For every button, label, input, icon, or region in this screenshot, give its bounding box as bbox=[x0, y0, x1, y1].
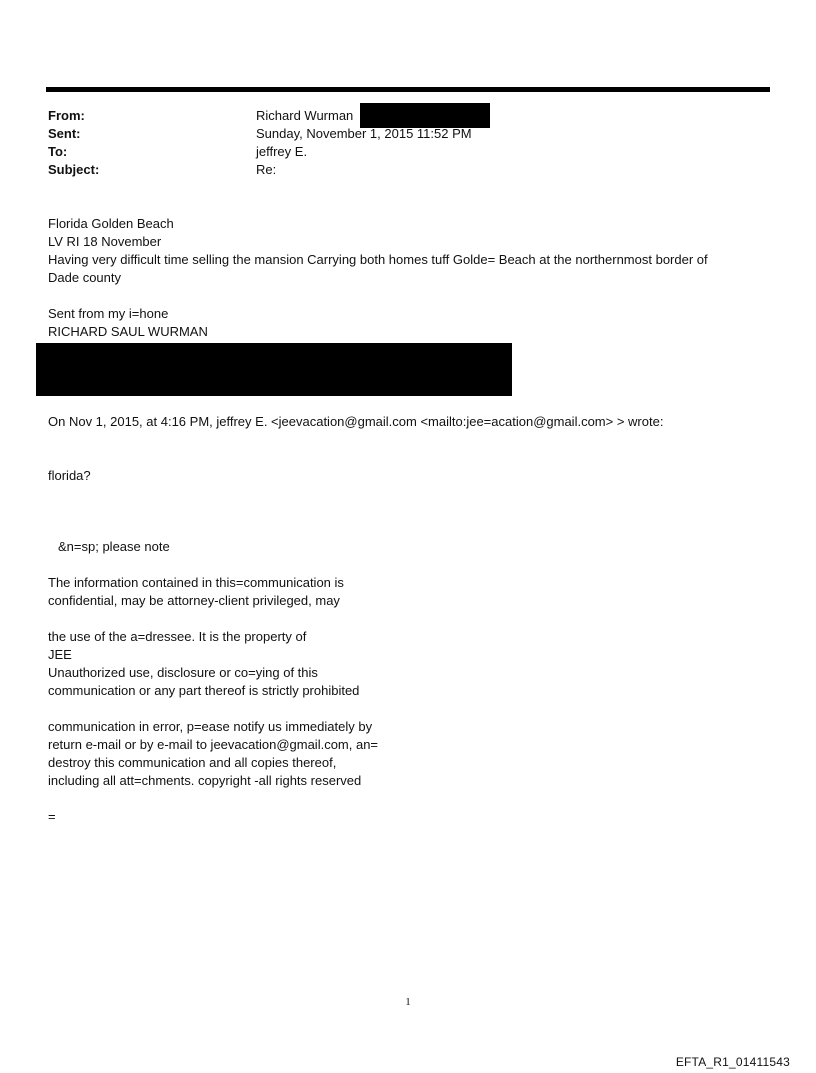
subject-label: Subject: bbox=[48, 162, 100, 177]
body-line-schedule: LV RI 18 November bbox=[48, 234, 162, 249]
disclaimer-heading: &n=sp; please note bbox=[58, 539, 170, 554]
page-number: 1 bbox=[405, 996, 411, 1008]
redaction-block-signature bbox=[36, 343, 512, 396]
trailing-equals-sign: = bbox=[48, 809, 56, 824]
header-divider bbox=[46, 87, 770, 92]
disclaimer-line: the use of the a=dressee. It is the property of bbox=[48, 629, 307, 644]
from-value: Richard Wurman bbox=[256, 108, 354, 123]
quote-intro: On Nov 1, 2015, at 4:16 PM, jeffrey E. <jeevacation@gmail.com <mailto:jee=acation@gmail.com> > wrote: bbox=[48, 414, 664, 429]
disclaimer-line: destroy this communication and all copies thereof, bbox=[48, 755, 337, 770]
signature-device: Sent from my i=hone bbox=[48, 306, 169, 321]
disclaimer-line: communication in error, p=ease notify us immediately by bbox=[48, 719, 373, 734]
disclaimer-line: JEE bbox=[48, 647, 72, 662]
disclaimer-line: return e-mail or by e-mail to jeevacation@gmail.com, an= bbox=[48, 737, 379, 752]
disclaimer-line: communication or any part thereof is strictly prohibited bbox=[48, 683, 360, 698]
body-line-message: Having very difficult time selling the mansion Carrying both homes tuff Golde= Beach at the northernmost border of bbox=[48, 252, 708, 267]
disclaimer-line: Unauthorized use, disclosure or co=ying of this bbox=[48, 665, 318, 680]
disclaimer-line: The information contained in this=communication is bbox=[48, 575, 344, 590]
body-line-location: Florida Golden Beach bbox=[48, 216, 174, 231]
signature-name: RICHARD SAUL WURMAN bbox=[48, 324, 208, 339]
quoted-message: florida? bbox=[48, 468, 91, 483]
body-line-message-cont: Dade county bbox=[48, 270, 121, 285]
to-value: jeffrey E. bbox=[256, 144, 308, 159]
sent-label: Sent: bbox=[48, 126, 81, 141]
from-label: From: bbox=[48, 108, 85, 123]
sent-value: Sunday, November 1, 2015 11:52 PM bbox=[256, 126, 472, 141]
disclaimer-line: including all att=chments. copyright -all rights reserved bbox=[48, 773, 362, 788]
disclaimer-line: confidential, may be attorney-client privileged, may bbox=[48, 593, 340, 608]
to-label: To: bbox=[48, 144, 68, 159]
subject-value: Re: bbox=[256, 162, 277, 177]
bates-number: EFTA_R1_01411543 bbox=[675, 1055, 790, 1069]
